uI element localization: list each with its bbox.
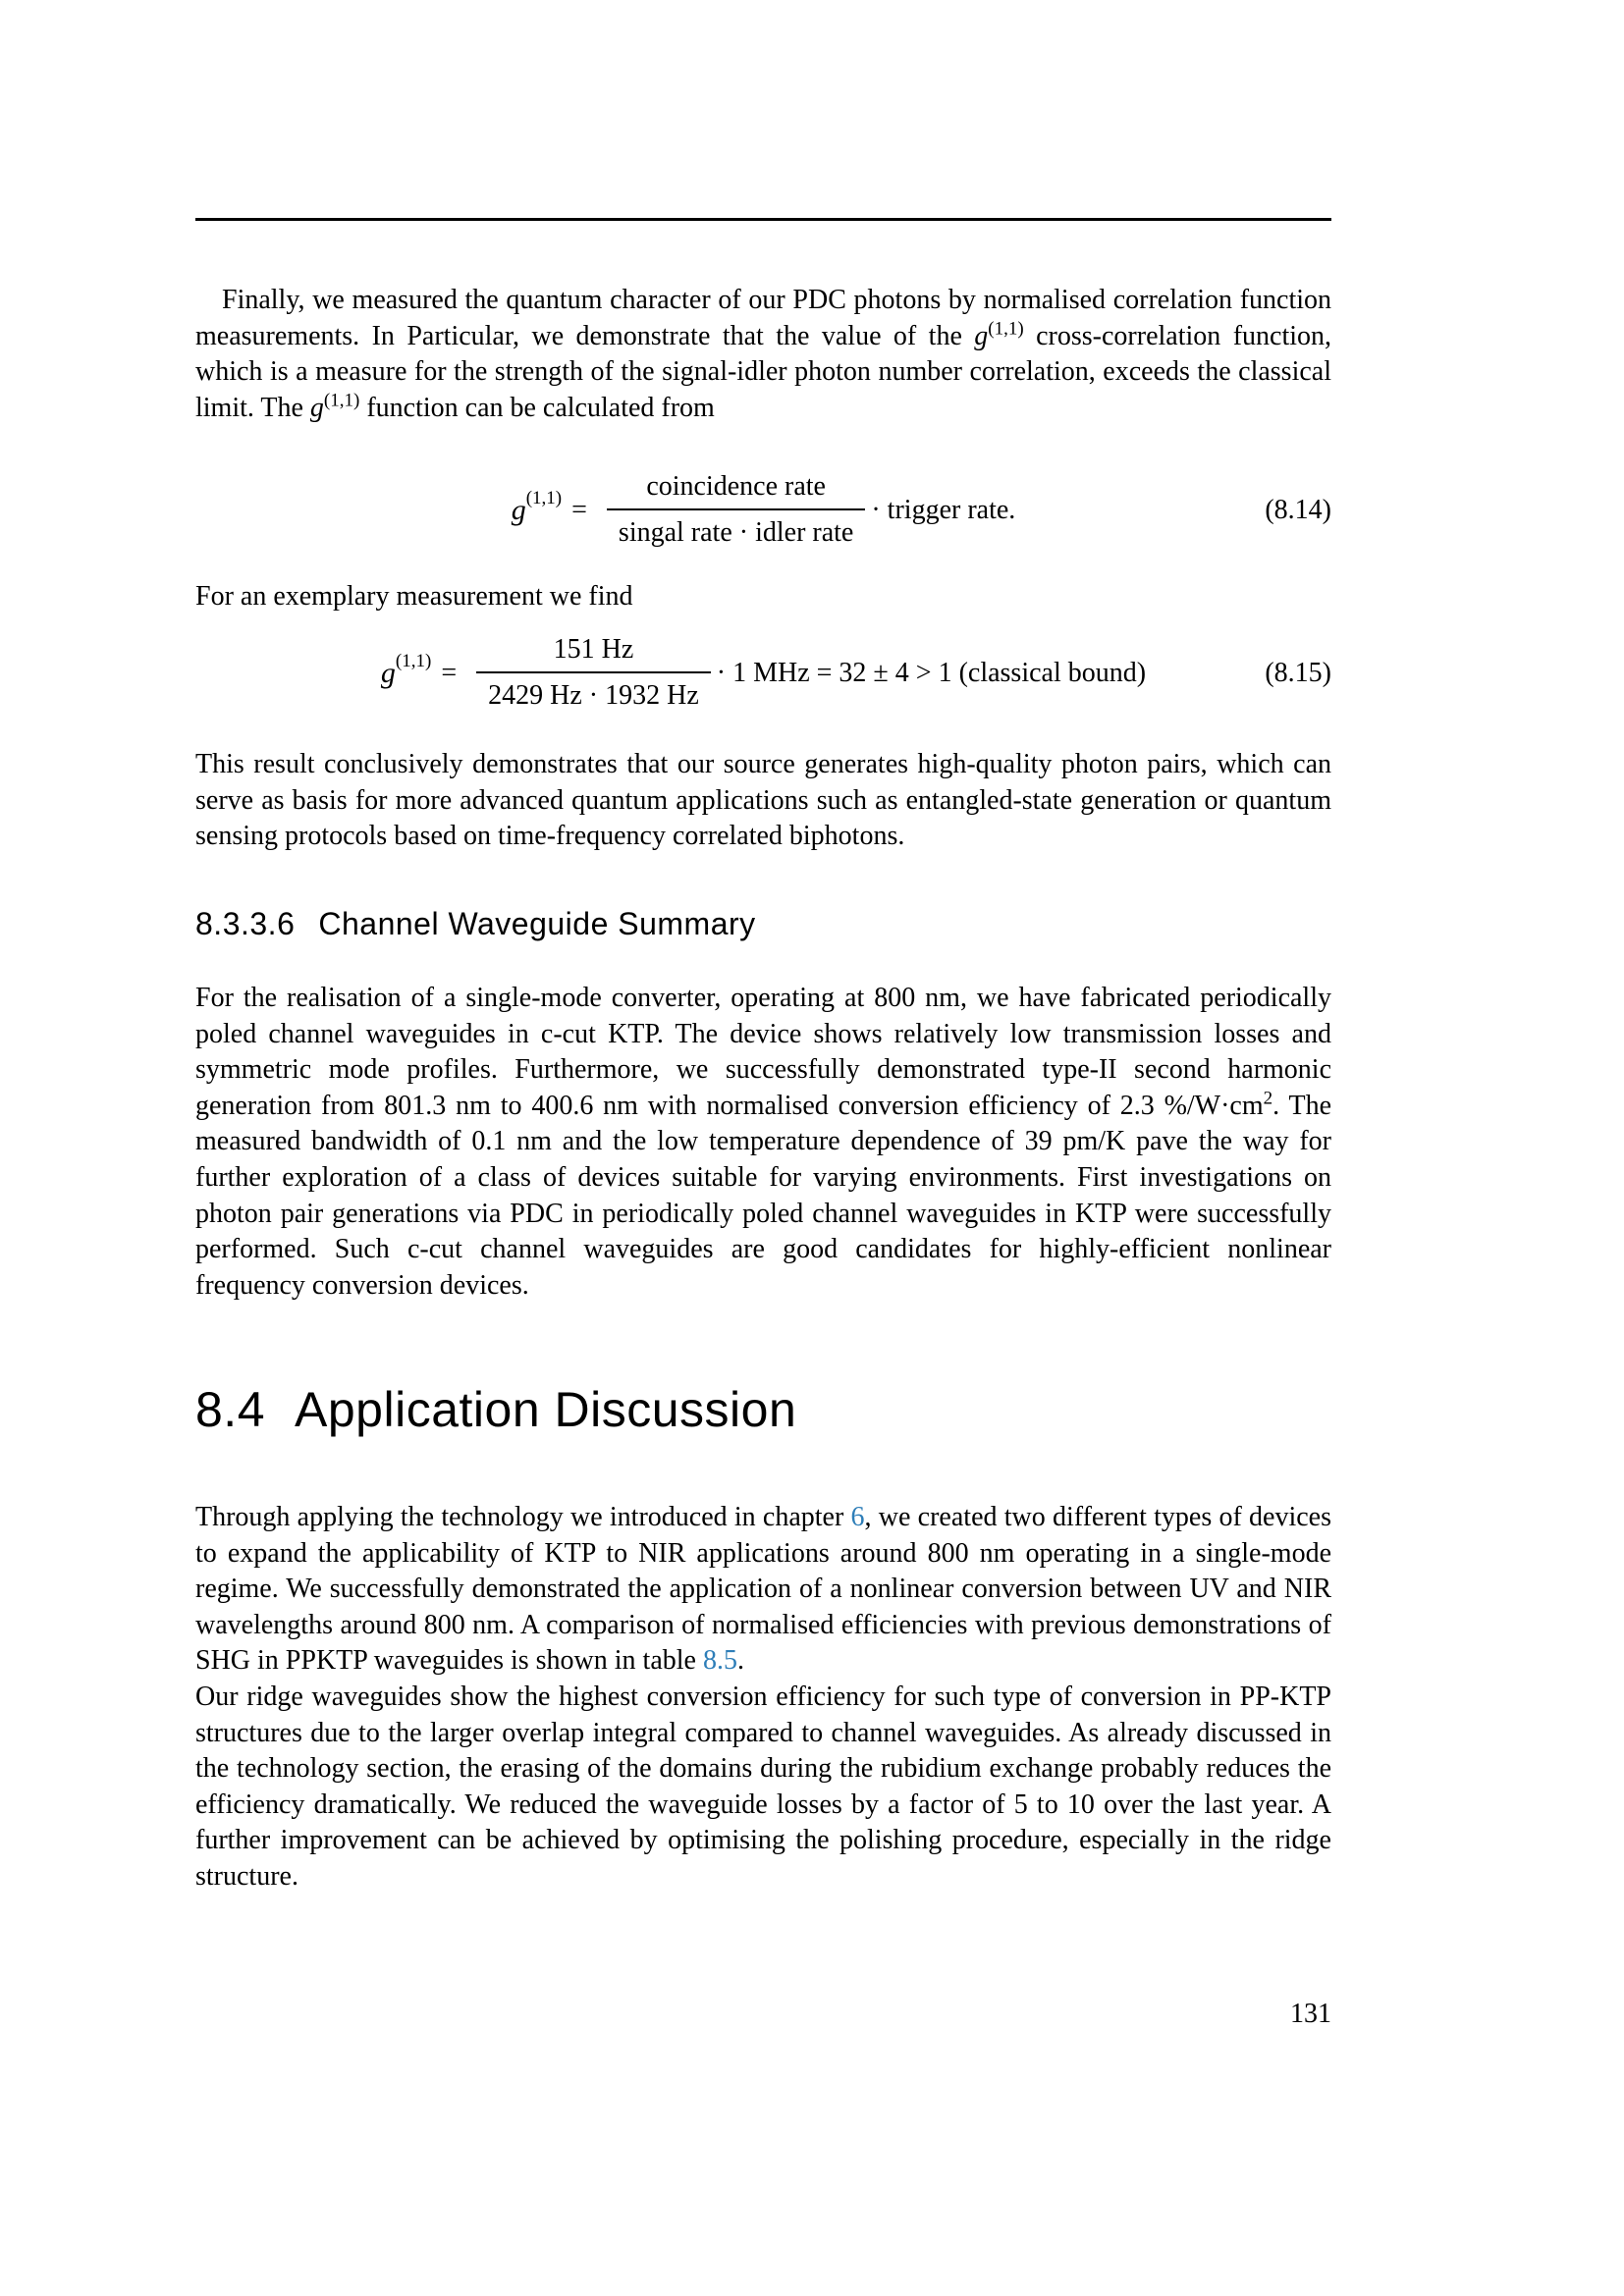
text-run: .: [736, 1645, 744, 1677]
equation-8-14: [195, 454, 1331, 566]
section-number: 8.4: [195, 1382, 266, 1437]
text-run: Through applying the technology we introduced in chapter: [195, 1502, 851, 1532]
fraction-denominator: singal rate · idler rate: [607, 508, 865, 550]
section-heading: [195, 1382, 1331, 1437]
superscript-1-1: (1,1): [323, 390, 360, 411]
subsection-number: 8.3.3.6: [195, 906, 296, 941]
fraction-denominator: 2429 Hz · 1932 Hz: [476, 671, 711, 713]
superscript-2: 2: [1263, 1088, 1273, 1109]
equals-sign: =: [441, 657, 458, 688]
text-run: function can be calculated from: [359, 392, 715, 423]
equation-8-15: [195, 616, 1331, 729]
equation-body: g $^{(1,1)}$ = $\frac{\text{coincidence rate}}{\text{singal rate · idler rate}}$ · trigger rate.: [511, 471, 1016, 548]
math-variable-g: g: [974, 320, 989, 351]
equation-body: g $^{(1,1)}$ = $\frac{151 Hz}{2429 Hz \cdot 1932 Hz}$ · 1 MHz = 32 ± 4 > 1 (classical bound): [380, 634, 1147, 711]
header-rule: [195, 218, 1331, 221]
math-variable-g: g: [511, 493, 526, 526]
subsection-title: Channel Waveguide Summary: [318, 906, 756, 941]
fraction: [607, 470, 865, 550]
fraction: [476, 633, 711, 713]
superscript-1-1: (1,1): [988, 318, 1024, 340]
page-number: 131: [1290, 1999, 1331, 2029]
equals-sign: =: [571, 494, 587, 525]
paragraph-ridge-waveguides: Our ridge waveguides show the highest conversion efficiency for such type of conversion in PP-KTP structures due to the larger overlap integral compared to channel waveguides. As already discussed in the technology section, the erasing of the domains during the rubidium exchange probably reduces the efficiency dramatically. We reduced the waveguide losses by a factor of 5 to 10 over the last year. A further improvement can be achieved by optimising the polishing procedure, especially in the ridge structure.: [195, 1682, 1331, 1892]
paragraph-waveguide-summary: [195, 981, 1331, 1304]
fraction-numerator: coincidence rate: [646, 471, 826, 502]
text-run: cross-correlation function, which is a measure for the strength of the signal-idler photon number correlation, exceeds the classical limit. The: [195, 320, 1331, 423]
text-run: For the realisation of a single-mode converter, operating at 800 nm, we have fabricated periodically poled channel waveguides in c-cut KTP. The device shows relatively low transmission losses and symmetric mode profiles. Furthermore, we successfully demonstrated type-II second harmonic generation from 801.3 nm to 400.6 nm with normalised conversion efficiency of 2.3 %/W·cm: [195, 983, 1331, 1121]
text-run: , we created two different types of devices to expand the applicability of KTP to NIR applications around 800 nm operating in a single-mode regime. We successfully demonstrated the application of a nonlinear conversion between UV and NIR wavelengths around 800 nm. A comparison of normalised efficiencies with previous demonstrations of SHG in PPKTP waveguides is shown in table: [195, 1502, 1331, 1677]
table-8-5-link[interactable]: 8.5: [702, 1645, 737, 1677]
math-variable-g: g: [380, 656, 396, 689]
subsection-heading: [195, 905, 1331, 942]
math-variable-g: g: [309, 392, 324, 423]
paragraph-application-discussion: [195, 1500, 1331, 1680]
equation-tail: · trigger rate.: [871, 494, 1016, 525]
section-title: Application Discussion: [295, 1382, 797, 1437]
text-run: . The measured bandwidth of 0.1 nm and the low temperature dependence of 39 pm/K pave the way for further exploration of a class of devices suitable for varying environments. First investigations on photon pair generations via PDC in periodically poled channel waveguides in KTP were successfully performed. Such c-cut channel waveguides are good candidates for highly-efficient nonlinear frequency conversion devices.: [195, 1090, 1332, 1301]
equation-number: (8.14): [1265, 494, 1331, 525]
paragraph-result-conclusion: This result conclusively demonstrates that our source generates high-quality photon pairs, which can serve as basis for more advanced quantum applications such as entangled-state generation or quantum sensing protocols based on time-frequency correlated biphotons.: [195, 749, 1331, 852]
paragraph-exemplary-measurement: For an exemplary measurement we find: [195, 581, 633, 612]
chapter-6-link[interactable]: 6: [850, 1502, 865, 1532]
text-run: Finally, we measured the quantum character of our PDC photons by normalised correlation function measurements. In Particular, we demonstrate that the value of the: [195, 285, 1331, 351]
equation-tail: · 1 MHz = 32 ± 4 > 1 (classical bound): [716, 657, 1147, 688]
fraction-numerator: 151 Hz: [553, 634, 634, 665]
paragraph-pdc-correlation: [195, 283, 1331, 426]
equation-number: (8.15): [1265, 657, 1331, 688]
